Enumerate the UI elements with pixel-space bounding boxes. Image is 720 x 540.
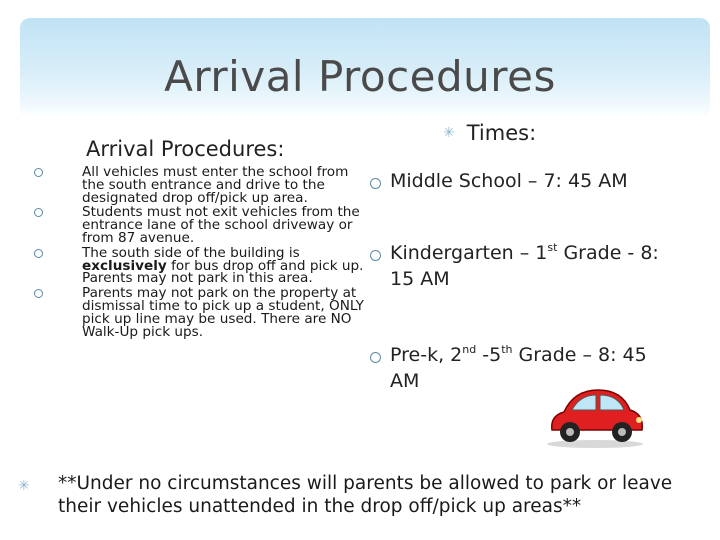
list-item: Pre-k, 2nd -5th Grade – 8: 45 AM — [370, 342, 670, 394]
times-list — [370, 168, 670, 394]
red-car-icon — [540, 380, 650, 450]
circle-bullet-icon — [370, 178, 381, 189]
circle-bullet-icon — [34, 249, 43, 258]
circle-bullet-icon — [34, 289, 43, 298]
list-item: All vehicles must enter the school from the south entrance and drive to the designated drop off/pick up area. — [34, 166, 364, 204]
times-heading: ✳ Times: — [443, 121, 537, 145]
star-bullet-icon: ✳ — [443, 125, 455, 141]
list-item: Parents may not park on the property at dismissal time to pick up a student, ONLY pick up line may be used. There are NO Walk-Up pick ups. — [34, 287, 364, 338]
circle-bullet-icon — [370, 352, 381, 363]
star-bullet-icon: ✳ — [18, 478, 30, 494]
list-item: The south side of the building is exclusively for bus drop off and pick up. Parents may not park in this area. — [34, 247, 364, 285]
circle-bullet-icon — [34, 168, 43, 177]
list-item: Middle School – 7: 45 AM — [370, 168, 670, 194]
circle-bullet-icon — [34, 208, 43, 217]
arrival-rules-list — [34, 166, 364, 338]
slide-title: Arrival Procedures — [164, 52, 556, 101]
circle-bullet-icon — [370, 250, 381, 261]
emphasis-text: exclusively — [82, 257, 167, 274]
list-item: Kindergarten – 1st Grade - 8: 15 AM — [370, 240, 670, 292]
footer-note: ✳ **Under no circumstances will parents be allowed to park or leave their vehicles unattended in the drop off/pick up areas** — [18, 473, 673, 517]
left-column-heading: Arrival Procedures: — [86, 137, 285, 161]
list-item: Students must not exit vehicles from the entrance lane of the school driveway or from 87 avenue. — [34, 206, 364, 244]
